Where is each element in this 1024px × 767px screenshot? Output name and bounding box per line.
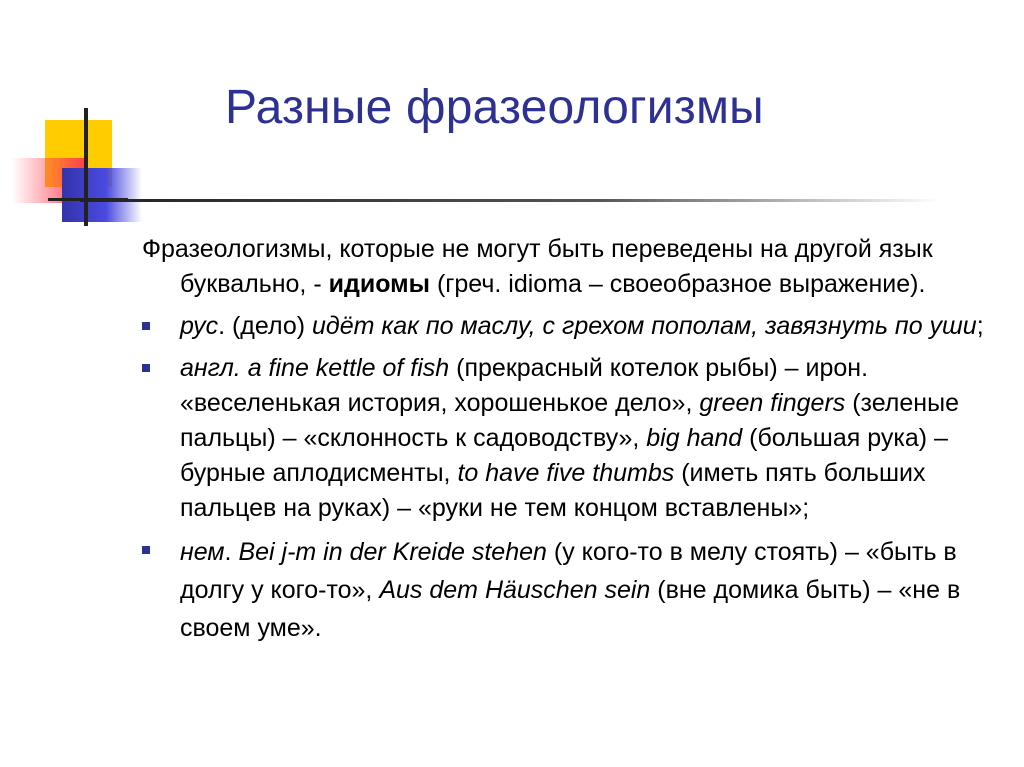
intro-text-2: (греч. idioma – своеобразное выражение). [430, 270, 926, 298]
segment: англ. a fine kettle of fish [180, 354, 450, 382]
slide-title: Разные фразеологизмы [225, 81, 764, 134]
square-bullet-icon [142, 322, 150, 330]
intro-text-1: Фразеологизмы, которые не могут быть переведены на другой язык буквально, - [142, 235, 933, 298]
segment: идёт как по маслу, с грехом пополам, завязнуть по уши [312, 312, 977, 340]
intro-bold-term: идиомы [328, 270, 431, 298]
segment: (вне домика быть) – «не в своем уме». [180, 576, 961, 642]
segment: Bei j-m in der Kreide stehen [238, 538, 547, 566]
segment: . [224, 538, 239, 566]
segment: green fingers [699, 389, 846, 417]
square-bullet-icon [142, 364, 150, 372]
blue-square-decoration [62, 168, 142, 222]
segment: Aus dem Häuschen sein [379, 576, 651, 604]
slide-body [142, 232, 1002, 647]
segment: (зеленые пальцы) – «склонность к садоводству», [180, 389, 959, 452]
bullet-item-german [142, 533, 1002, 647]
segment: нем [180, 538, 225, 566]
segment: (иметь пять больших пальцев на руках) – «руки не тем концом вставлены»; [180, 459, 926, 522]
vertical-rule [84, 108, 88, 226]
intro-paragraph [142, 232, 1002, 302]
square-bullet-icon [142, 546, 150, 554]
segment: (у кого-то в мелу стоять) – «быть в долгу у кого-то», [180, 538, 957, 604]
segment: ; [976, 312, 984, 340]
bullet-list [142, 309, 1002, 647]
segment: . (дело) [218, 312, 312, 340]
segment: (прекрасный котелок рыбы) – ирон. «веселенькая история, хорошенькое дело», [180, 354, 869, 417]
decorative-logo [0, 0, 200, 240]
bullet-item-english [142, 351, 1002, 526]
title-underline-rule [80, 199, 940, 202]
segment: big hand [646, 424, 743, 452]
bullet-item-russian [142, 309, 1002, 344]
segment: (большая рука) – бурные аплодисменты, [180, 424, 948, 487]
segment: рус [180, 312, 219, 340]
segment: to have five thumbs [457, 459, 675, 487]
